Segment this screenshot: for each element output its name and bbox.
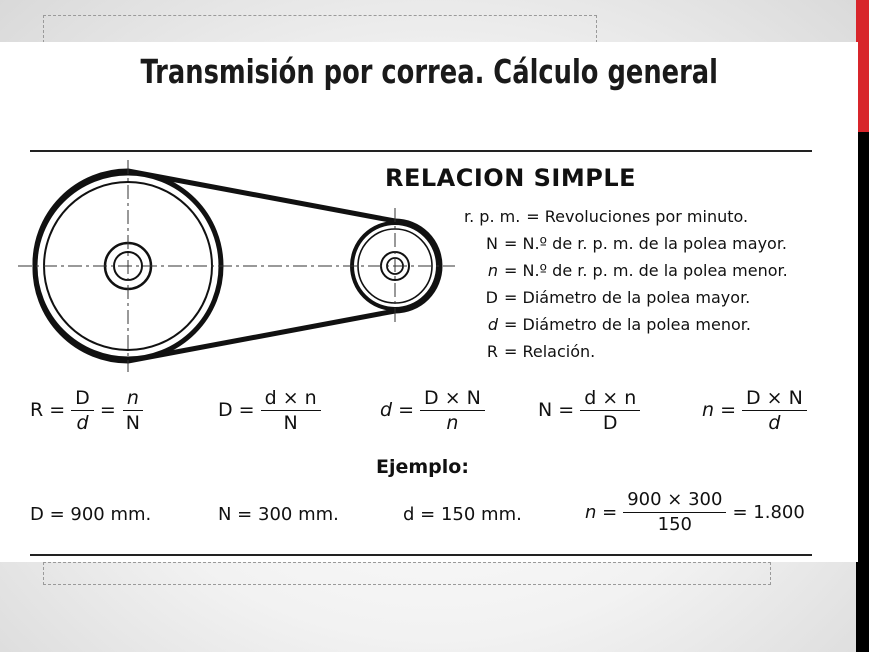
legend-item (464, 338, 824, 365)
legend-item (464, 203, 824, 230)
formula-lhs: R = (30, 399, 66, 421)
fraction-numerator: D × N (742, 387, 807, 411)
fraction-numerator: D × N (420, 387, 485, 411)
calc-lhs: n = (585, 502, 618, 523)
formula-lhs: n = (702, 399, 737, 421)
placeholder-frame-top (43, 15, 597, 43)
fraction-denominator: N (125, 411, 140, 434)
legend-item (464, 284, 824, 311)
fraction-denominator: d (76, 411, 89, 434)
legend-text: = N.º de r. p. m. de la polea menor. (504, 261, 788, 280)
legend-text: = N.º de r. p. m. de la polea mayor. (504, 234, 788, 253)
fraction-numerator: d × n (261, 387, 321, 411)
fraction-denominator: N (283, 411, 298, 434)
example-D: D = 900 mm. (30, 504, 152, 525)
example-N: N = 300 mm. (218, 504, 339, 525)
formula-d (380, 386, 491, 434)
formula-N (538, 386, 646, 434)
fraction-denominator: d (768, 411, 781, 434)
legend-item (464, 257, 824, 284)
fraction-numerator: d × n (580, 387, 640, 411)
legend-symbol: R (486, 342, 498, 361)
formula-D (218, 386, 327, 434)
fraction-numerator: n (123, 387, 143, 411)
legend-text: = Diámetro de la polea menor. (504, 315, 751, 334)
fraction-numerator: 900 × 300 (623, 489, 726, 513)
fraction-denominator: D (602, 411, 618, 434)
legend-symbol: r. p. m. (464, 207, 521, 226)
legend-symbol: d (487, 315, 498, 334)
formula-lhs: N = (538, 399, 575, 421)
example-d: d = 150 mm. (403, 504, 522, 525)
formula-n (702, 386, 813, 434)
example-calculation (585, 489, 805, 536)
formula-lhs: d = (380, 399, 415, 421)
legend-item (464, 311, 824, 338)
legend-text: = Revoluciones por minuto. (526, 207, 749, 226)
section-title: RELACION SIMPLE (385, 164, 637, 192)
bottom-rule (30, 554, 812, 556)
placeholder-frame-bottom (43, 562, 771, 585)
legend-symbol: n (487, 261, 498, 280)
symbol-legend (464, 203, 824, 365)
legend-item (464, 230, 824, 257)
fraction-numerator: D (71, 387, 94, 411)
legend-symbol: D (485, 288, 498, 307)
fraction-denominator: n (446, 411, 459, 434)
fraction-denominator: 150 (657, 514, 693, 535)
legend-text: = Diámetro de la polea mayor. (504, 288, 751, 307)
legend-text: = Relación. (504, 342, 596, 361)
legend-symbol: N (486, 234, 498, 253)
formula-lhs: D = (218, 399, 255, 421)
formula-ratio (30, 386, 150, 434)
page-title: Transmisión por correa. Cálculo general (140, 52, 718, 91)
example-label: Ejemplo: (376, 456, 469, 478)
calc-result: = 1.800 (732, 502, 805, 523)
equals-sign: = (99, 399, 116, 421)
